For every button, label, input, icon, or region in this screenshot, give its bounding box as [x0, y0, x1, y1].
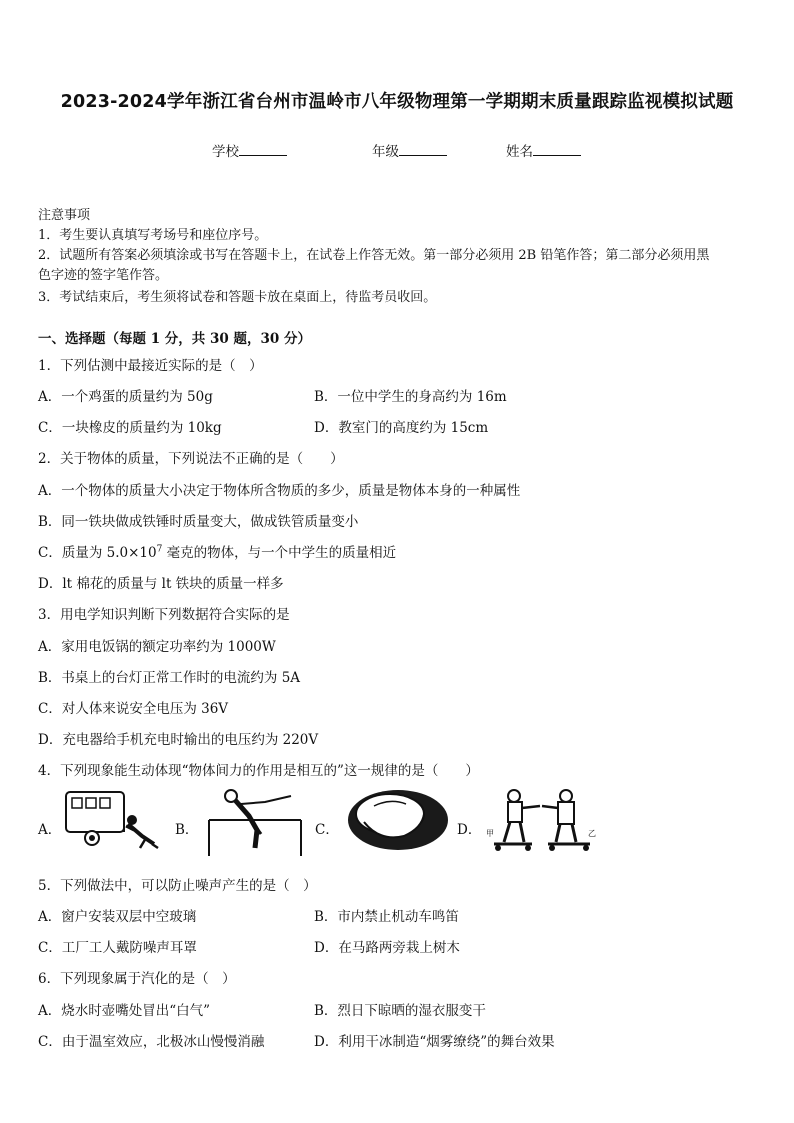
skaters-push-figure — [486, 784, 598, 856]
egg-hand-figure — [344, 784, 452, 854]
bus-push-figure — [62, 786, 162, 852]
q3-option-d[interactable]: D．充电器给手机充电时输出的电压约为 220V — [38, 732, 319, 748]
q3-stem: 3．用电学知识判断下列数据符合实际的是 — [38, 607, 290, 623]
school-field[interactable] — [212, 140, 287, 160]
q1-stem: 1．下列估测中最接近实际的是（ ） — [38, 358, 263, 374]
q5-option-c[interactable]: C．工厂工人戴防噪声耳罩 — [38, 940, 197, 956]
note-item: 3．考试结束后，考生须将试卷和答题卡放在桌面上，待监考员收回。 — [38, 290, 437, 305]
q5-stem: 5．下列做法中，可以防止噪声产生的是（ ） — [38, 878, 317, 894]
q4-stem: 4．下列现象能生动体现“物体间力的作用是相互的”这一规律的是（ ） — [38, 763, 479, 779]
q2-option-c[interactable] — [38, 541, 396, 561]
section-heading: 一、选择题（每题 1 分，共 30 题，30 分） — [38, 331, 311, 347]
q2-option-c-exp: 7 — [156, 544, 163, 555]
q2-stem: 2．关于物体的质量，下列说法不正确的是（ ） — [38, 451, 344, 467]
q2-option-b[interactable]: B．同一铁块做成铁锤时质量变大，做成铁管质量变小 — [38, 514, 359, 530]
q6-stem: 6．下列现象属于汽化的是（ ） — [38, 971, 236, 987]
q6-option-b[interactable]: B．烈日下晾晒的湿衣服变干 — [314, 1003, 486, 1019]
q5-option-a[interactable]: A．窗户安装双层中空玻璃 — [38, 909, 197, 925]
q3-option-a[interactable]: A．家用电饭锅的额定功率约为 1000W — [38, 639, 276, 655]
q4-option-c[interactable]: C． — [315, 822, 339, 838]
name-field[interactable] — [506, 140, 581, 160]
q1-option-c[interactable]: C．一块橡皮的质量约为 10kg — [38, 420, 222, 436]
note-item: 1．考生要认真填写考场号和座位序号。 — [38, 228, 268, 243]
q1-option-a[interactable]: A．一个鸡蛋的质量约为 50g — [38, 389, 213, 405]
diving-figure — [205, 786, 305, 858]
q6-option-c[interactable]: C．由于温室效应，北极冰山慢慢消融 — [38, 1034, 265, 1050]
q4-option-d[interactable]: D． — [457, 822, 482, 838]
q4-option-a[interactable]: A． — [38, 822, 62, 838]
q6-option-d[interactable]: D．利用干冰制造“烟雾缭绕”的舞台效果 — [314, 1034, 555, 1050]
label-jia: 甲 — [486, 829, 494, 838]
q4-option-b[interactable]: B． — [175, 822, 199, 838]
label-yi: 乙 — [588, 829, 596, 838]
name-label: 姓名 — [506, 144, 533, 160]
q6-option-a[interactable]: A．烧水时壶嘴处冒出“白气” — [38, 1003, 211, 1019]
note-item: 2．试题所有答案必须填涂或书写在答题卡上，在试卷上作答无效。第一部分必须用 2B 铅笔作答；第二部分必须用黑 — [38, 248, 710, 263]
q2-option-a[interactable]: A．一个物体的质量大小决定于物体所含物质的多少，质量是物体本身的一种属性 — [38, 483, 521, 499]
notes-heading: 注意事项 — [38, 208, 91, 223]
q2-option-c-post: 毫克的物体，与一个中学生的质量相近 — [162, 545, 397, 561]
q2-option-c-pre: C．质量为 5.0×10 — [38, 545, 157, 561]
grade-field[interactable] — [372, 140, 447, 160]
q5-option-d[interactable]: D．在马路两旁栽上树木 — [314, 940, 460, 956]
q1-option-d[interactable]: D．教室门的高度约为 15cm — [314, 420, 489, 436]
note-item: 色字迹的签字笔作答。 — [38, 268, 169, 283]
q1-option-b[interactable]: B．一位中学生的身高约为 16m — [314, 389, 507, 405]
page-title: 2023-2024学年浙江省台州市温岭市八年级物理第一学期期末质量跟踪监视模拟试题 — [60, 92, 734, 112]
school-label: 学校 — [212, 144, 239, 160]
q3-option-b[interactable]: B．书桌上的台灯正常工作时的电流约为 5A — [38, 670, 301, 686]
q2-option-d[interactable]: D．lt 棉花的质量与 lt 铁块的质量一样多 — [38, 576, 284, 592]
grade-label: 年级 — [372, 144, 399, 160]
q5-option-b[interactable]: B．市内禁止机动车鸣笛 — [314, 909, 459, 925]
q3-option-c[interactable]: C．对人体来说安全电压为 36V — [38, 701, 229, 717]
